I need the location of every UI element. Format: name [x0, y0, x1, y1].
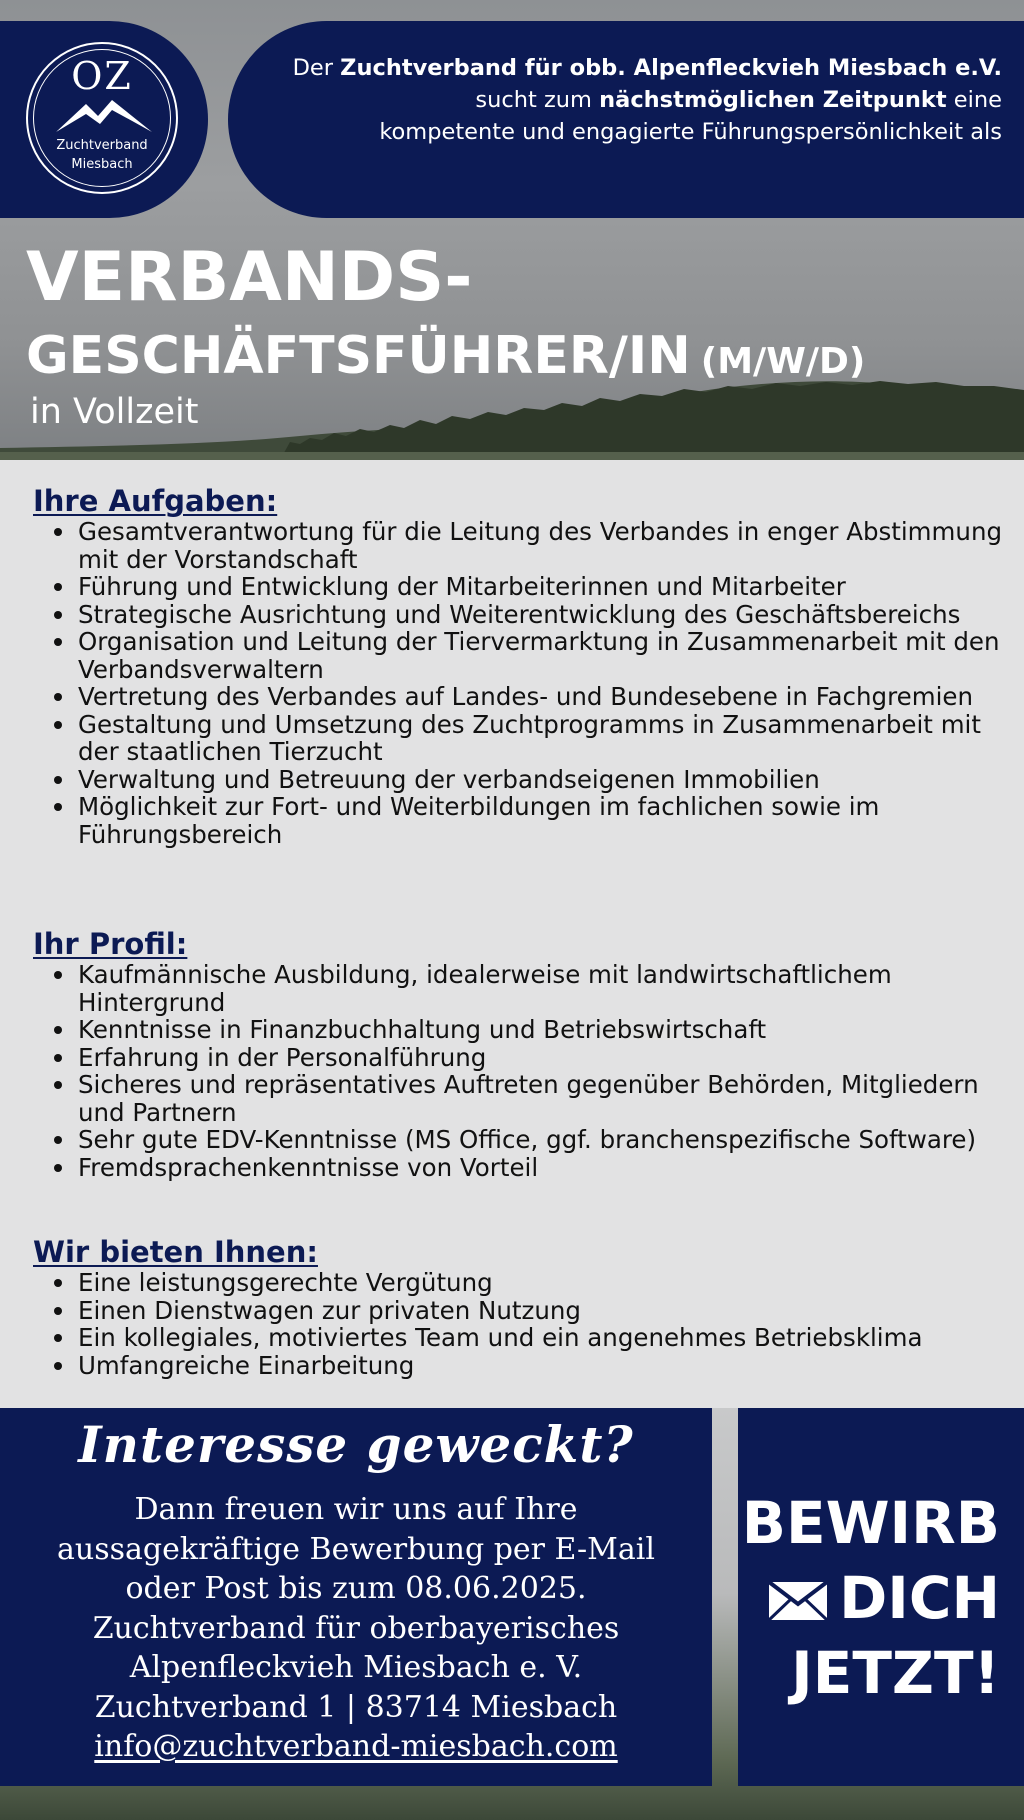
logo	[26, 42, 178, 194]
section-profil	[33, 927, 1003, 1181]
list-item: Sehr gute EDV-Kenntnisse (MS Office, ggf. branchenspezifische Software)	[78, 1126, 1003, 1154]
contact-text: Dann freuen wir uns auf Ihre aussagekräftige Bewerbung per E-Mail oder Post bis zum 08.06.2025. Zuchtverband für oberbayerisches Alpenfleckvieh Miesbach e. V. Zuchtverband 1 | 83714 Miesbach info@zuchtverband-miesbach.com	[0, 1490, 712, 1767]
contact-box	[0, 1408, 712, 1786]
list-item: Führung und Entwicklung der Mitarbeiterinnen und Mitarbeiter	[78, 573, 1003, 601]
section-heading: Wir bieten Ihnen:	[33, 1235, 318, 1269]
list-item: Gesamtverantwortung für die Leitung des Verbandes in enger Abstimmung mit der Vorstandschaft	[78, 517, 1003, 574]
gender-suffix: (M/W/D)	[700, 341, 866, 382]
list-item: Ein kollegiales, motiviertes Team und ein angenehmes Betriebsklima	[78, 1324, 1003, 1352]
list-item: Eine leistungsgerechte Vergütung	[78, 1269, 1003, 1297]
apply-text: BEWIRB DICH JETZT!	[741, 1489, 1000, 1707]
list-item: Fremdsprachenkenntnisse von Vorteil	[78, 1154, 1003, 1182]
list-item: Sicheres und repräsentatives Auftreten gegenüber Behörden, Mitgliedern und Partnern	[78, 1071, 1003, 1126]
list-item: Kaufmännische Ausbildung, idealerweise mit landwirtschaftlichem Hintergrund	[78, 961, 1003, 1016]
list-item: Umfangreiche Einarbeitung	[78, 1352, 1003, 1380]
list-item: Möglichkeit zur Fort- und Weiterbildungen im fachlichen sowie im Führungsbereich	[78, 793, 1003, 848]
mountain-icon	[56, 98, 152, 132]
list-item: Kenntnisse in Finanzbuchhaltung und Betriebswirtschaft	[78, 1016, 1003, 1044]
logo-text-line2: Miesbach	[71, 157, 133, 172]
footer-background	[0, 1408, 1024, 1820]
apply-box[interactable]	[738, 1408, 1024, 1786]
profile-list	[33, 961, 1003, 1181]
list-item: Verwaltung und Betreuung der verbandseigenen Immobilien	[78, 766, 1003, 794]
job-title-line2: GESCHÄFTSFÜHRER/IN (M/W/D)	[26, 326, 866, 386]
section-heading: Ihre Aufgaben:	[33, 484, 278, 518]
envelope-icon	[767, 1580, 829, 1622]
list-item: Gestaltung und Umsetzung des Zuchtprogramms in Zusammenarbeit mit der staatlichen Tierzucht	[78, 711, 1003, 766]
task-list	[33, 518, 1003, 848]
list-item: Organisation und Leitung der Tiervermarktung in Zusammenarbeit mit den Verbandsverwaltern	[78, 628, 1003, 683]
section-bieten	[33, 1235, 1003, 1379]
section-aufgaben	[33, 484, 1003, 848]
cta-heading: Interesse geweckt?	[78, 1415, 634, 1474]
benefits-list	[33, 1269, 1003, 1379]
list-item: Erfahrung in der Personalführung	[78, 1044, 1003, 1072]
logo-initials: OZ	[71, 54, 133, 98]
list-item: Strategische Ausrichtung und Weiterentwicklung des Geschäftsbereichs	[78, 601, 1003, 629]
intro-text: Der Zuchtverband für obb. Alpenfleckvieh Miesbach e.V. sucht zum nächstmöglichen Zeitpunkt eine kompetente und engagierte Führungspersönlichkeit als	[292, 55, 1002, 145]
job-title-line1: VERBANDS-	[26, 238, 473, 317]
list-item: Einen Dienstwagen zur privaten Nutzung	[78, 1297, 1003, 1325]
section-heading: Ihr Profil:	[33, 927, 188, 961]
job-type: in Vollzeit	[30, 392, 199, 432]
logo-text-line1: Zuchtverband	[56, 138, 148, 153]
email-link[interactable]: info@zuchtverband-miesbach.com	[94, 1729, 618, 1764]
list-item: Vertretung des Verbandes auf Landes- und Bundesebene in Fachgremien	[78, 683, 1003, 711]
